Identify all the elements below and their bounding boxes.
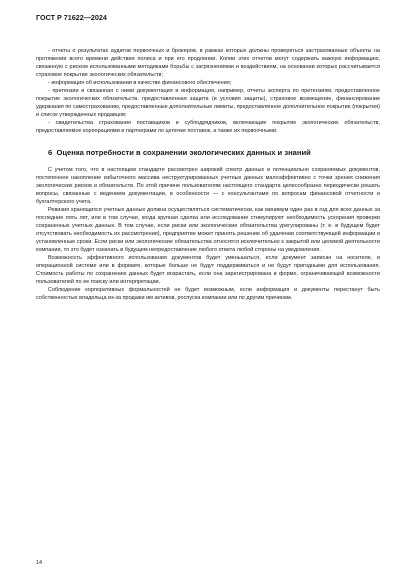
- intro-paragraph: - информация об использовании в качестве финансового обеспечения;: [48, 80, 232, 86]
- body-paragraph: Соблюдение корпоративных формальностей не будет возможным, если информация и документы перестанут быть собственностью владельца из-за продажи им активов, роспуска компании или по другим причинам.: [36, 287, 380, 301]
- intro-paragraph: - претензии и связанная с ними документация и информация, например, отчеты эксперта по претензиям, предоставленное покрытие экологических обязательств, предоставленная защита (и условия защиты), страховое возмещение, финансирование удержания по самострахованию, предоставленные дополнительные лимиты, предоставленное дополнительное покрытие (покрытия) и список утвержденных продавцов;: [36, 88, 380, 118]
- body-paragraph: С учетом того, что в настоящем стандарте рассмотрен широкий спектр данных и потенциально сохраняемых документов, постепенное накопление избыточного массива неструктурированных учетных данных малоэффективно с точки зрения снижения экологических рисков и обязательств. По этой причине пользователям настоящего стандарта целесообразно периодически решать вопросы, связанные с ведением документации, в особенности — с консультантами по вопросам финансовой отчетности и бухгалтерского учета.: [36, 167, 380, 205]
- body-paragraph: Возможность эффективного использования документов будет уменьшаться, если документ записан на носителе, в операционной системе или в формате, которые больше не будут поддерживаться и не будут пригодными для использования. Стоимость работы по сохранению данных будет возрастать, если она зарегистрирована в форме, ограничивающей возможности пользователей по ее поиску или интерпретации.: [36, 255, 380, 285]
- intro-paragraph: - отчеты о результатах аудитов первоочных и брокеров, в рамках которых должны проверяться застрахованные объекты на протяжении всего времени действия полиса и при его продлении. Копии этих отчетов могут содержать важную информацию, связанную с риском использованными методиками борьбы с загрязнениями и воздействиям, на основании которых рассчитывается страховое покрытие экологических обязательств;: [36, 48, 380, 78]
- page-number: 14: [36, 560, 43, 566]
- body-paragraph: Ревизия хранящихся учетных данных должна осуществляться систематически, как минимум один раз в год для всех данных за последние пять лет, или в том случае, когда крупная сделка или исследование стимулируют необходимость ускорения проверки сохраненных учетных данных. В том случае, если риски или экологические обязательства урегулированы (т. е. в будущем будет отсутствовать необходимость их рассмотрения), предприятие может принять решение об удалении соответствующей информации в установленные сроки. Если риски или экологические обязательства относятся исключительно к закрытой или целевой деятельности компании, то это будет означать в будущем непредоставление любого ответа любой стороны на уведомления.: [36, 207, 380, 253]
- section-number: 6: [48, 148, 53, 157]
- section-heading: [48, 148, 380, 158]
- intro-paragraph: - свидетельства страхования поставщиков и субподрядчиков, включающие покрытие экологических обязательств, предоставляемое корпорациями и партнерами по цепочке поставок, а также их первоочными.: [36, 120, 380, 134]
- standard-header: [36, 12, 380, 34]
- intro-list: [36, 47, 380, 135]
- standard-number: ГОСТ Р 71622—2024: [36, 13, 107, 22]
- section-body: [36, 166, 380, 302]
- section-title: Оценка потребности в сохранении экологических данных и знаний: [56, 148, 311, 157]
